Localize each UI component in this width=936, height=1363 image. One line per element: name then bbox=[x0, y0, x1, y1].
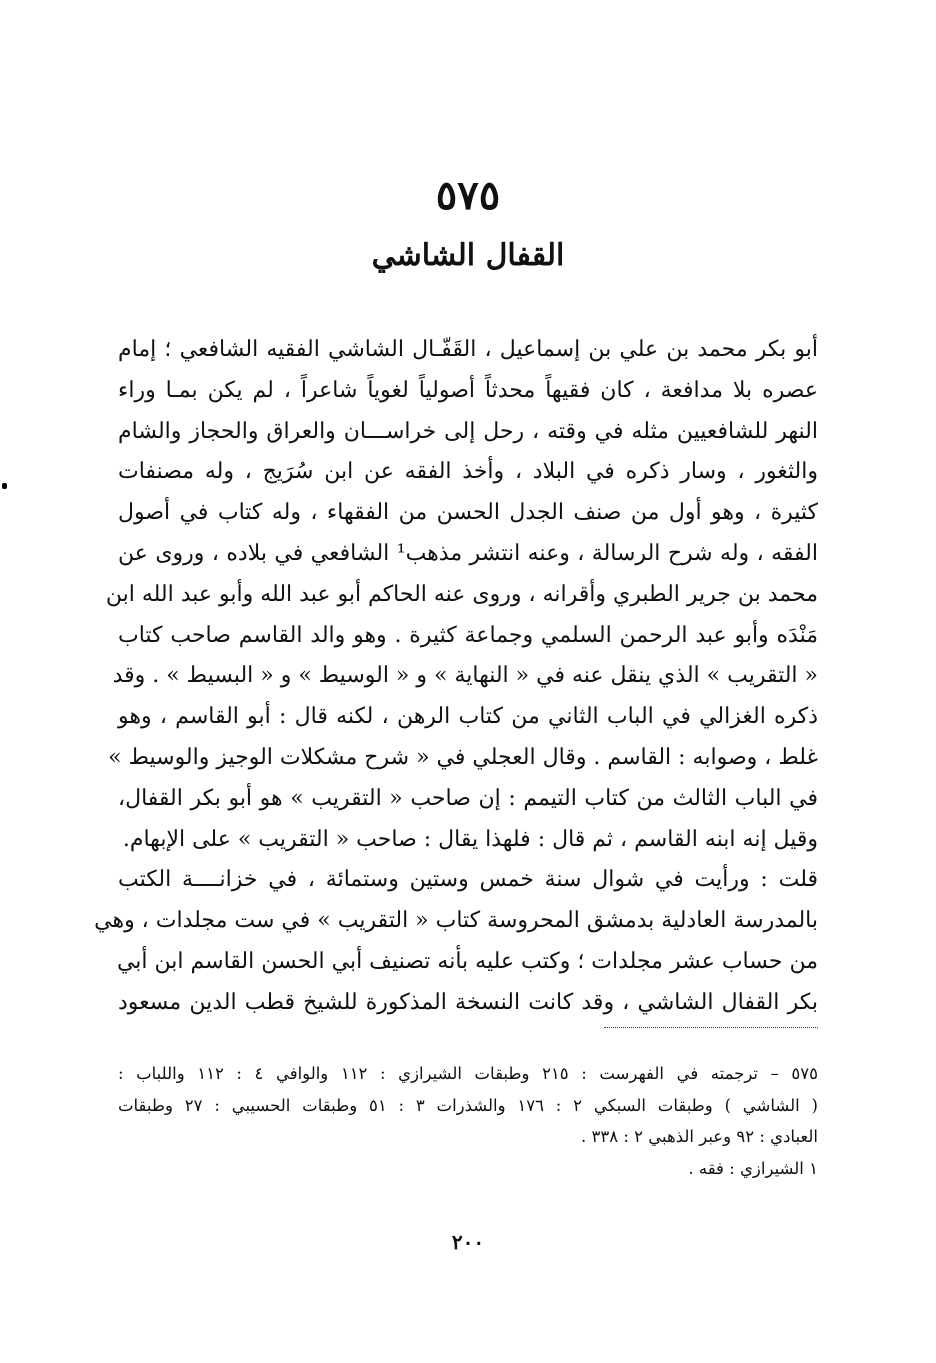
entry-title: القفال الشاشي bbox=[371, 238, 565, 273]
body-line: بكر القفال الشاشي ، وقد كانت النسخة المذكورة للشيخ قطب الدين مسعود bbox=[118, 989, 818, 1015]
page-number: ٢٠٠ bbox=[451, 1230, 485, 1254]
body-line: كثيرة ، وهو أول من صنف الجدل الحسن من الفقهاء ، وله كتاب في أصول bbox=[118, 500, 818, 526]
footnote-divider bbox=[604, 1027, 818, 1028]
body-line: وقيل إنه ابنه القاسم ، ثم قال : فلهذا يقال : صاحب « التقريب » على الإبهام. bbox=[122, 826, 818, 852]
footnotes bbox=[118, 1058, 818, 1184]
body-text bbox=[94, 330, 818, 1024]
body-line: مَنْدَه وأبو عبد الرحمن السلمي وجماعة كثيرة . وهو والد القاسم صاحب كتاب bbox=[118, 622, 818, 648]
body-line: والثغور ، وسار ذكره في البلاد ، وأخذ الفقه عن ابن سُرَيج ، وله مصنفات bbox=[118, 459, 818, 485]
body-line: « التقريب » الذي ينقل عنه في « النهاية » و « الوسيط » و « البسيط » . وقد bbox=[112, 663, 818, 689]
footnote-line: ١ الشيرازي : فقه . bbox=[688, 1158, 818, 1178]
body-line: محمد بن جرير الطبري وأقرانه ، وروى عنه الحاكم أبو عبد الله وأبو عبد الله ابن bbox=[105, 581, 818, 607]
body-line: عصره بلا مدافعة ، كان فقيهاً محدثاً أصولياً لغوياً شاعراً ، لم يكن بمـا وراء bbox=[118, 377, 818, 403]
entry-number: ٥٧٥ bbox=[435, 172, 501, 219]
body-line: أبو بكر محمد بن علي بن إسماعيل ، القَفّـال الشاشي الفقيه الشافعي ؛ إمام bbox=[118, 337, 818, 362]
margin-mark bbox=[2, 483, 7, 489]
footnote-line: ٥٧٥ – ترجمته في الفهرست : ٢١٥ وطبقات الشيرازي : ١١٢ والوافي ٤ : ١١٢ واللباب : bbox=[118, 1064, 818, 1083]
body-line: في الباب الثالث من كتاب التيمم : إن صاحب « التقريب » هو أبو بكر القفال، bbox=[118, 785, 818, 811]
footnote-line: ( الشاشي ) وطبقات السبكي ٢ : ١٧٦ والشذرات ٣ : ٥١ وطبقات الحسيبي : ٢٧ وطبقات bbox=[118, 1095, 818, 1115]
body-line: بالمدرسة العادلية بدمشق المحروسة كتاب « التقريب » في ست مجلدات ، وهي bbox=[94, 908, 818, 934]
body-line: قلت : ورأيت في شوال سنة خمس وستين وستمائة ، في خزانــــة الكتب bbox=[118, 867, 818, 893]
footnote-line: العبادي : ٩٢ وعبر الذهبي ٢ : ٣٣٨ . bbox=[581, 1127, 818, 1146]
body-line: ذكره الغزالي في الباب الثاني من كتاب الرهن ، لكنه قال : أبو القاسم ، وهو bbox=[118, 704, 818, 730]
body-line: من حساب عشر مجلدات ؛ وكتب عليه بأنه تصنيف أبي الحسن القاسم ابن أبي bbox=[116, 948, 818, 974]
body-line: غلط ، وصوابه : القاسم . وقال العجلي في « شرح مشكلات الوجيز والوسيط » bbox=[108, 744, 818, 770]
body-line: النهر للشافعيين مثله في وقته ، رحل إلى خراســـان والعراق والحجاز والشام bbox=[118, 418, 818, 444]
body-line: الفقه ، وله شرح الرسالة ، وعنه انتشر مذهب¹ الشافعي في بلاده ، وروى عن bbox=[118, 540, 818, 566]
